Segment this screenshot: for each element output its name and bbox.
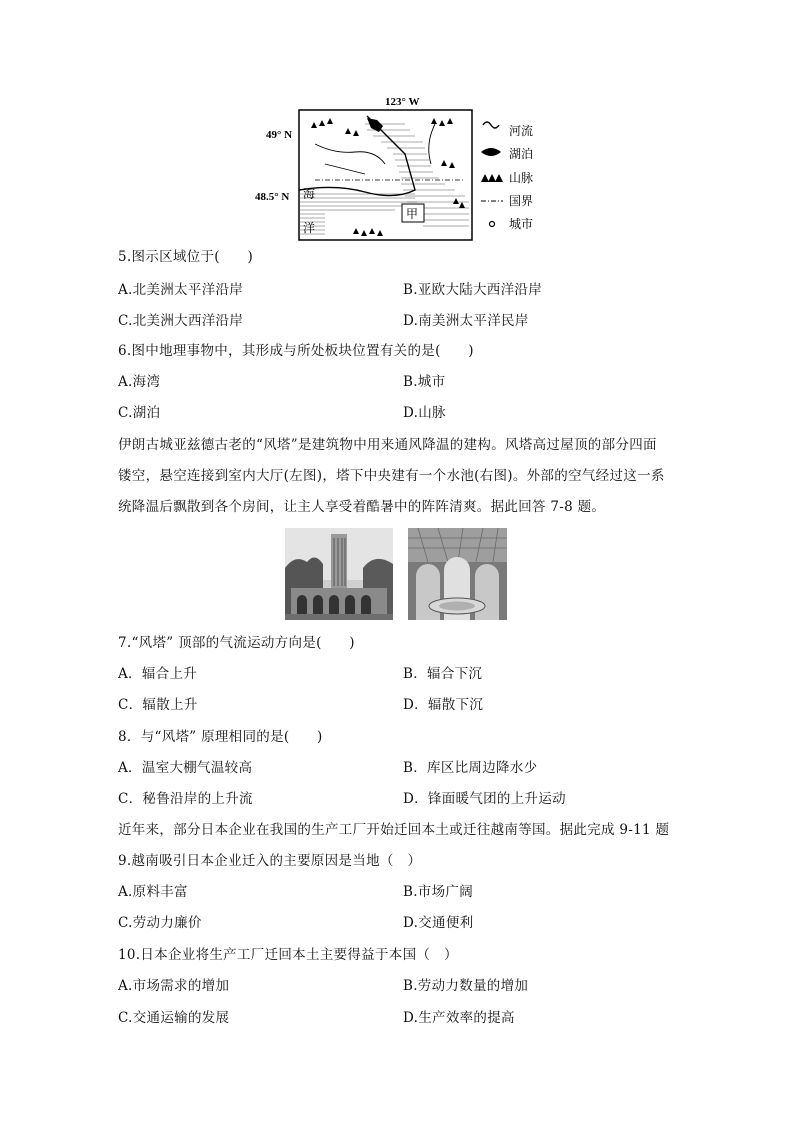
q5-option-d: D.南美洲太平洋民岸 <box>403 313 529 329</box>
city-label: 甲 <box>406 207 419 221</box>
q10-option-d: D.生产效率的提高 <box>403 1010 515 1026</box>
legend-river-label: 河流 <box>509 124 534 138</box>
legend-border-label: 国界 <box>509 194 534 208</box>
passage1-line-1: 伊朗古城亚兹德古老的“风塔”是建筑物中用来通风降温的建构。风塔高过屋顶的部分四面 <box>118 437 657 453</box>
ocean-label-1: 海 <box>303 187 316 201</box>
q6-option-a: A.海湾 <box>118 374 161 390</box>
map-frame <box>299 110 472 240</box>
latitude-bottom-label: 48.5° N <box>255 191 290 203</box>
map-svg <box>255 94 545 246</box>
q5-option-c: C.北美洲大西洋沿岸 <box>118 313 244 329</box>
q5-option-b: B.亚欧大陆大西洋沿岸 <box>403 282 543 298</box>
legend-lake-label: 湖泊 <box>509 147 534 161</box>
q10-stem: 10.日本企业将生产工厂迁回本土主要得益于本国（ ） <box>118 947 458 963</box>
map-legend <box>481 122 533 231</box>
q10-option-a: A.市场需求的增加 <box>118 978 230 994</box>
q9-option-d: D.交通便利 <box>403 915 474 931</box>
q7-stem: 7.“风塔” 顶部的气流运动方向是( ) <box>118 635 355 651</box>
q10-option-b: B.劳动力数量的增加 <box>403 978 529 994</box>
q6-option-d: D.山脉 <box>403 405 446 421</box>
q7-option-c: C．辐散上升 <box>118 697 198 713</box>
river-icon <box>483 122 499 128</box>
q5-stem: 5.图示区域位于( ) <box>118 249 254 265</box>
region-map <box>255 94 545 246</box>
q9-option-a: A.原料丰富 <box>118 884 188 900</box>
city-icon <box>490 222 495 227</box>
q6-stem: 6.图中地理事物中，其形成与所处板块位置有关的是( ) <box>118 343 474 359</box>
q8-stem: 8．与“风塔” 原理相同的是( ) <box>118 729 323 745</box>
passage1-line-2: 镂空，悬空连接到室内大厅(左图)，塔下中央建有一个水池(右图)。外部的空气经过这一系 <box>118 468 665 484</box>
lake-icon <box>481 148 501 156</box>
mountain-icon <box>481 174 503 182</box>
legend-city-label: 城市 <box>509 217 534 231</box>
q6-option-b: B.城市 <box>403 374 446 390</box>
q5-option-a: A.北美洲太平洋沿岸 <box>118 282 244 298</box>
wind-tower-interior-photo <box>408 528 507 620</box>
q7-option-a: A．辐合上升 <box>118 666 198 682</box>
q7-option-b: B．辐合下沉 <box>403 666 483 682</box>
q10-option-c: C.交通运输的发展 <box>118 1010 230 1026</box>
ocean-label-2: 洋 <box>303 221 316 235</box>
q6-option-c: C.湖泊 <box>118 405 161 421</box>
q9-option-c: C.劳动力廉价 <box>118 915 202 931</box>
latitude-top-label: 49° N <box>266 129 293 141</box>
wind-tower-exterior-photo <box>285 528 393 620</box>
q9-option-b: B.市场广阔 <box>403 884 474 900</box>
passage2: 近年来，部分日本企业在我国的生产工厂开始迁回本土或迁往越南等国。据此完成 9-11 题 <box>118 822 670 838</box>
longitude-label: 123° W <box>385 96 420 108</box>
q8-option-b: B．库区比周边降水少 <box>403 760 538 776</box>
q8-option-c: C．秘鲁沿岸的上升流 <box>118 791 253 807</box>
legend-mountain-label: 山脉 <box>509 171 534 185</box>
passage1-line-3: 统降温后飘散到各个房间，让主人享受着酷暑中的阵阵清爽。据此回答 7-8 题。 <box>118 499 606 515</box>
q8-option-d: D．锋面暖气团的上升运动 <box>403 791 566 807</box>
q9-stem: 9.越南吸引日本企业迁入的主要原因是当地（ ） <box>118 853 422 869</box>
q8-option-a: A．温室大棚气温较高 <box>118 760 253 776</box>
q7-option-d: D．辐散下沉 <box>403 697 484 713</box>
